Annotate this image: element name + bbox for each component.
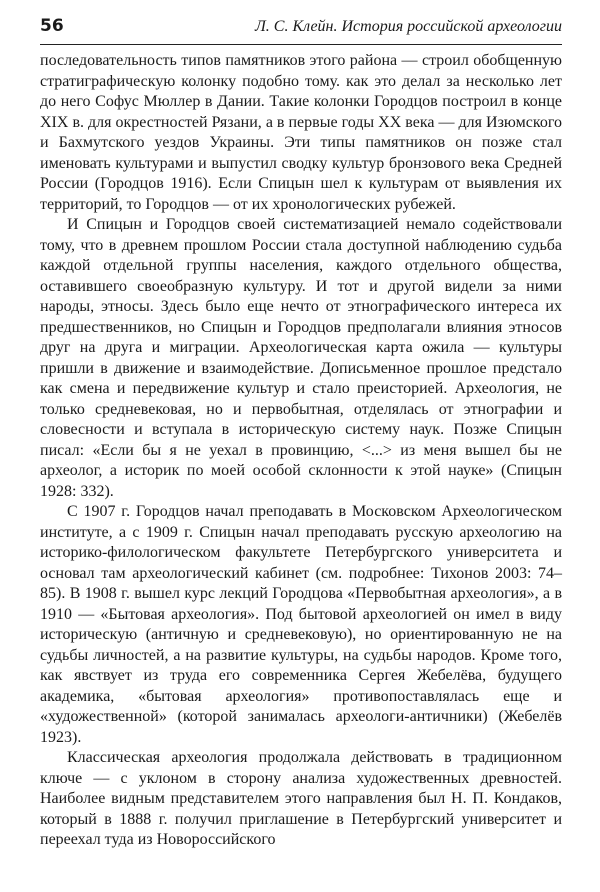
body-text [40, 51, 562, 851]
running-title: Л. С. Клейн. История российской археологии [254, 18, 562, 35]
book-page [40, 12, 562, 851]
page-number: 56 [40, 16, 64, 36]
paragraph-4: Классическая археология продолжала действовать в традиционном ключе — с уклоном в сторону анализа художественных древностей. Наиболее видным представителем этого направления был Н. П. Кондаков, который в 1888 г. получил приглашение в Петербургский университет и переехал туда из Новороссийского [40, 749, 562, 848]
paragraph-1: последовательность типов памятников этого района — строил обобщенную стратиграфическую колонку подобно тому. как это делал за несколько лет до него Софус Мюллер в Дании. Такие колонки Городцов построил в конце XIX в. для окрестностей Рязани, а в первые годы XX века — для Изюмского и Бахмутского уездов Украины. Эти типы памятников он позже стал именовать культурами и выпустил сводку культур бронзового века Средней России (Городцов 1916). Если Спицын шел к культурам от выявления их территорий, то Городцов — от их хронологических рубежей. [40, 52, 562, 213]
page-header [40, 12, 562, 45]
paragraph-2: И Спицын и Городцов своей систематизацией немало содействовали тому, что в древнем прошлом России стала доступной наблюдению судьба каждой отдельной группы населения, каждого отдельного общества, оставившего своеобразную культуру. И тот и другой видели за ними народы, этносы. Здесь было еще нечто от этнографического интереса их предшественников, но Спицын и Городцов предполагали влияния этносов друг на друга и миграции. Археологическая карта ожила — культуры пришли в движение и взаимодействие. Дописьменное прошлое предстало как смена и передвижение культур и стало преисторией. Археология, не только средневековая, но и первобытная, отделялась от этнографии и словесности и вступала в историческую систему наук. Позже Спицын писал: «Если бы я не уехал в провинцию, <...> из меня вышел бы не археолог, а историк по моей особой склонности к этой науке» (Спицын 1928: 332). [40, 216, 562, 500]
paragraph-3: С 1907 г. Городцов начал преподавать в Московском Археологическом институте, а с 1909 г. Спицын начал преподавать русскую археологию на историко-филологическом факультете Петербургского университета и основал там археологический кабинет (см. подробнее: Тихонов 2003: 74–85). В 1908 г. вышел курс лекций Городцова «Первобытная археология», а в 1910 — «Бытовая археология». Под бытовой археологией он имел в виду историческую (античную и средневековую), но ориентированную не на судьбы личностей, а на развитие культуры, на судьбы народов. Кроме того, как явствует из труда его современника Сергея Жебелёва, будущего академика, «бытовая археология» противопоставлялась еще и «художественной» (которой занималась археологи-античники) (Жебелёв 1923). [40, 503, 562, 746]
